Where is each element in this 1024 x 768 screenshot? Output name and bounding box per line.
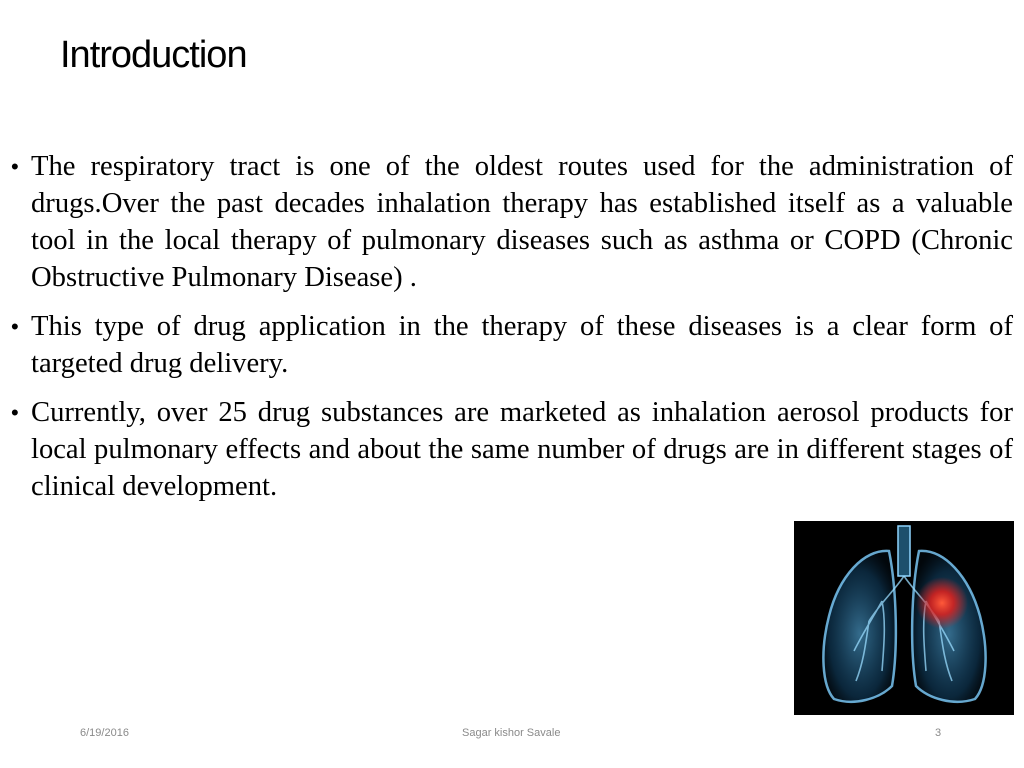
footer-author: Sagar kishor Savale bbox=[462, 727, 561, 739]
page-number: 3 bbox=[935, 727, 942, 739]
lungs-image bbox=[794, 521, 1014, 715]
slide-title: Introduction bbox=[60, 34, 247, 76]
bullet-icon: • bbox=[11, 400, 19, 425]
bullet-item bbox=[11, 308, 1013, 382]
bullet-text: The respiratory tract is one of the oldest routes used for the administration of drugs.Over the past decades inhalation therapy has established itself as a valuable tool in the local therapy of pulmonary diseases such as asthma or COPD (Chronic Obstructive Pulmonary Disease) . bbox=[31, 151, 1013, 293]
bullet-text: Currently, over 25 drug substances are marketed as inhalation aerosol products for local pulmonary effects and about the same number of drugs are in different stages of clinical development. bbox=[31, 397, 1013, 502]
bullet-list bbox=[11, 148, 1013, 517]
lungs-icon bbox=[794, 521, 1014, 715]
bullet-icon: • bbox=[11, 314, 19, 339]
bullet-item bbox=[11, 394, 1013, 505]
bullet-item bbox=[11, 148, 1013, 296]
bullet-text: This type of drug application in the therapy of these diseases is a clear form of targeted drug delivery. bbox=[31, 311, 1013, 379]
footer-date: 6/19/2016 bbox=[80, 727, 129, 739]
bullet-icon: • bbox=[11, 154, 19, 179]
